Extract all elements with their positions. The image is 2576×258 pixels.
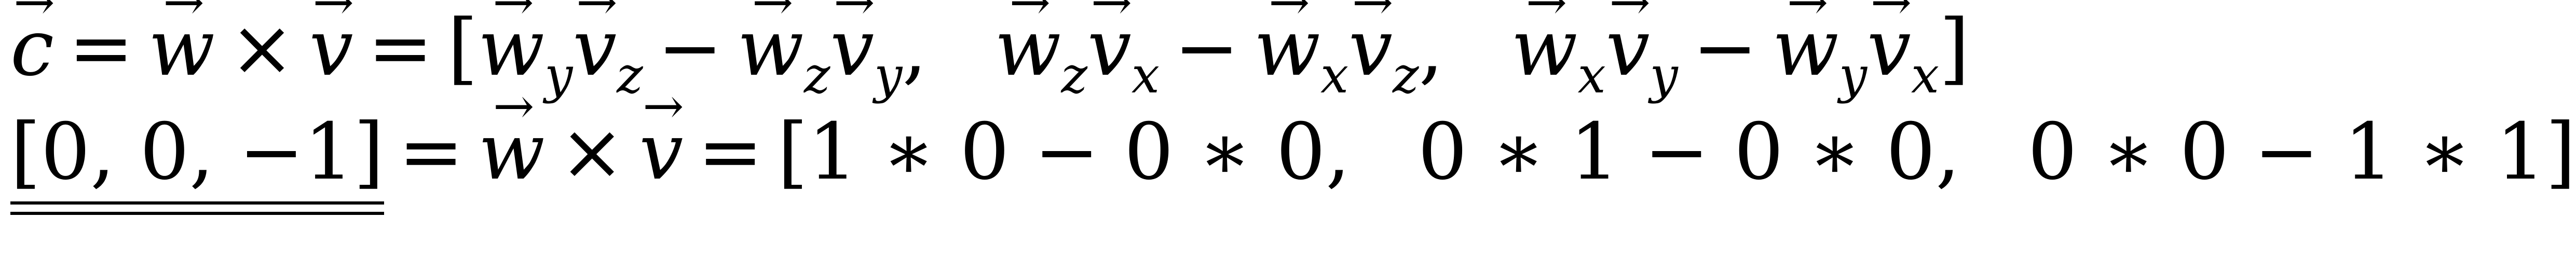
vector-c: → c: [10, 9, 54, 87]
vector-v: → v: [639, 113, 684, 191]
result-vector: [10, 107, 384, 197]
vector-v: → v: [309, 9, 353, 87]
open-bracket: [: [777, 107, 808, 197]
minus-sign: −: [657, 3, 723, 93]
subscript: z: [1392, 46, 1419, 104]
vector-v: → v: [1087, 9, 1132, 87]
close-bracket: ]: [1939, 3, 1970, 93]
subscript: x: [1577, 46, 1606, 104]
subscript: x: [1911, 46, 1939, 104]
open-bracket: [: [447, 3, 478, 93]
equals-sign: =: [367, 3, 433, 93]
subscript: y: [874, 46, 903, 104]
vector-v: → v: [1348, 9, 1393, 87]
y-component-term: 0 ∗ 1 − 0 ∗ 0,: [1418, 107, 1960, 197]
vector-v: → v: [573, 9, 617, 87]
vector-w: → w: [478, 9, 544, 87]
cross-product-evaluation: [10, 107, 2576, 197]
equals-sign: =: [398, 107, 464, 197]
equals-sign: =: [69, 3, 134, 93]
vector-w: → w: [1254, 9, 1320, 87]
subscript: z: [803, 46, 830, 104]
equals-sign: =: [698, 107, 763, 197]
vector-w: → w: [994, 9, 1061, 87]
double-underline: [10, 201, 384, 215]
subscript: z: [1061, 46, 1088, 104]
comma: ,: [1419, 3, 1444, 93]
cross-product-definition: [10, 3, 1970, 104]
close-bracket: ]: [2545, 107, 2576, 197]
z-component-term: 0 ∗ 0 − 1 ∗ 1: [2027, 107, 2546, 197]
vector-v: → v: [830, 9, 874, 87]
vector-v: → v: [1606, 9, 1650, 87]
vector-w: → w: [478, 113, 544, 191]
times-sign: ×: [559, 107, 625, 197]
subscript: x: [1131, 46, 1160, 104]
minus-sign: −: [1692, 3, 1758, 93]
subscript: y: [1650, 46, 1678, 104]
times-sign: ×: [229, 3, 295, 93]
minus-sign: −: [1174, 3, 1239, 93]
vector-v: → v: [1867, 9, 1911, 87]
x-component-term: 1 ∗ 0 − 0 ∗ 0,: [808, 107, 1351, 197]
subscript: y: [544, 46, 573, 104]
vector-w: → w: [148, 9, 215, 87]
vector-w: → w: [1772, 9, 1838, 87]
vector-w: → w: [737, 9, 803, 87]
result-vector-text: [0, 0, −1]: [10, 107, 384, 197]
subscript: x: [1320, 46, 1349, 104]
vector-w: → w: [1511, 9, 1577, 87]
comma: ,: [902, 3, 928, 93]
subscript: y: [1838, 46, 1868, 104]
subscript: z: [617, 46, 643, 104]
